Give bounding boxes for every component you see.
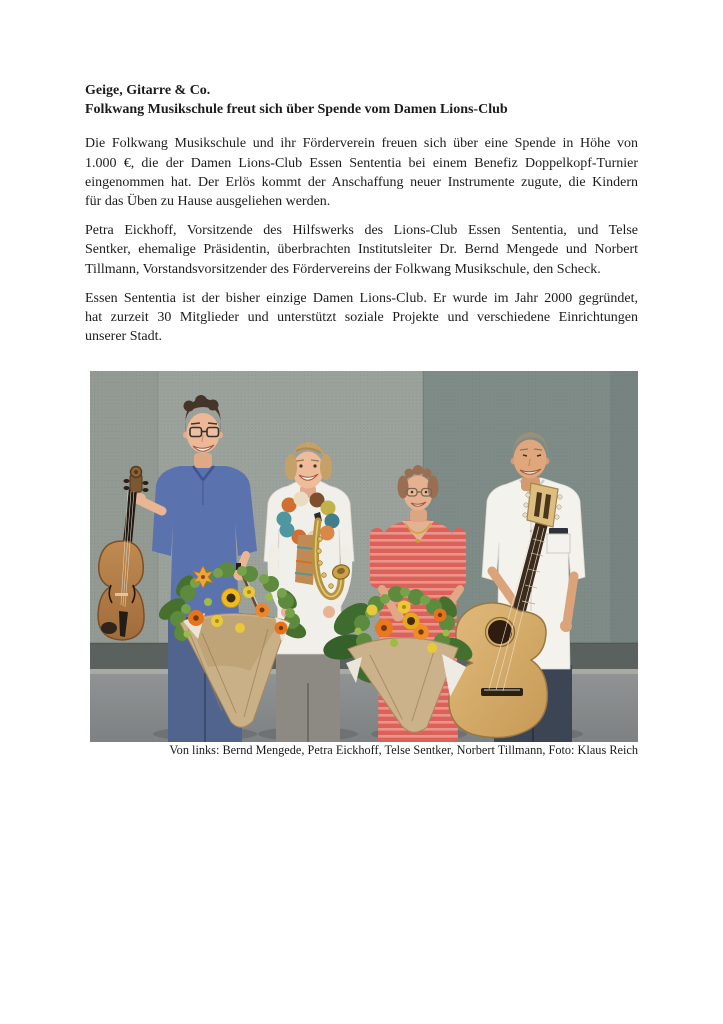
text-line: für das Üben zu Hause ausgeliehen werden. [85, 194, 331, 210]
text-line: eingenommen hat. Der Erlös kommt der Anschaffung neuer Instrumente zugute, die Kindern [85, 174, 638, 190]
text-line: Die Folkwang Musikschule und ihr Förderverein freuen sich über eine Spende in Höhe von [85, 136, 638, 152]
article-paragraph-1 [85, 134, 638, 211]
text-line: Tillmann, Vorstandsvorsitzender des Fördervereins der Folkwang Musikschule, den Scheck. [85, 261, 601, 277]
article-kicker: Geige, Gitarre & Co. [85, 83, 211, 98]
text-line: Petra Eickhoff, Vorsitzende des Hilfswerks des Lions-Club Essen Sententia, und Telse [85, 223, 638, 239]
text-line: Sentker, ehemalige Präsidentin, überbrachten Institutsleiter Dr. Bernd Mengede und Norbert [85, 242, 638, 258]
article-headline: Folkwang Musikschule freut sich über Spende vom Damen Lions-Club [85, 102, 508, 118]
photo-caption: Von links: Bernd Mengede, Petra Eickhoff, Telse Sentker, Norbert Tillmann, Foto: Klaus Reich [169, 743, 638, 758]
text-line: 1.000 €, die der Damen Lions-Club Essen Sententia bei einem Benefiz Doppelkopf-Turnier [85, 155, 638, 171]
article-paragraph-2 [85, 221, 638, 279]
text-line: unserer Stadt. [85, 329, 162, 345]
article-paragraph-3 [85, 289, 638, 347]
text-line: Essen Sententia ist der bisher einzige Damen Lions-Club. Er wurde im Jahr 2000 gegründet, [85, 290, 638, 306]
photo-illustration [90, 371, 638, 742]
text-line: hat zurzeit 30 Mitglieder und unterstützt soziale Projekte und verschiedene Einrichtungen [85, 310, 638, 326]
article-photo [90, 371, 638, 742]
article-text-block [85, 81, 638, 758]
